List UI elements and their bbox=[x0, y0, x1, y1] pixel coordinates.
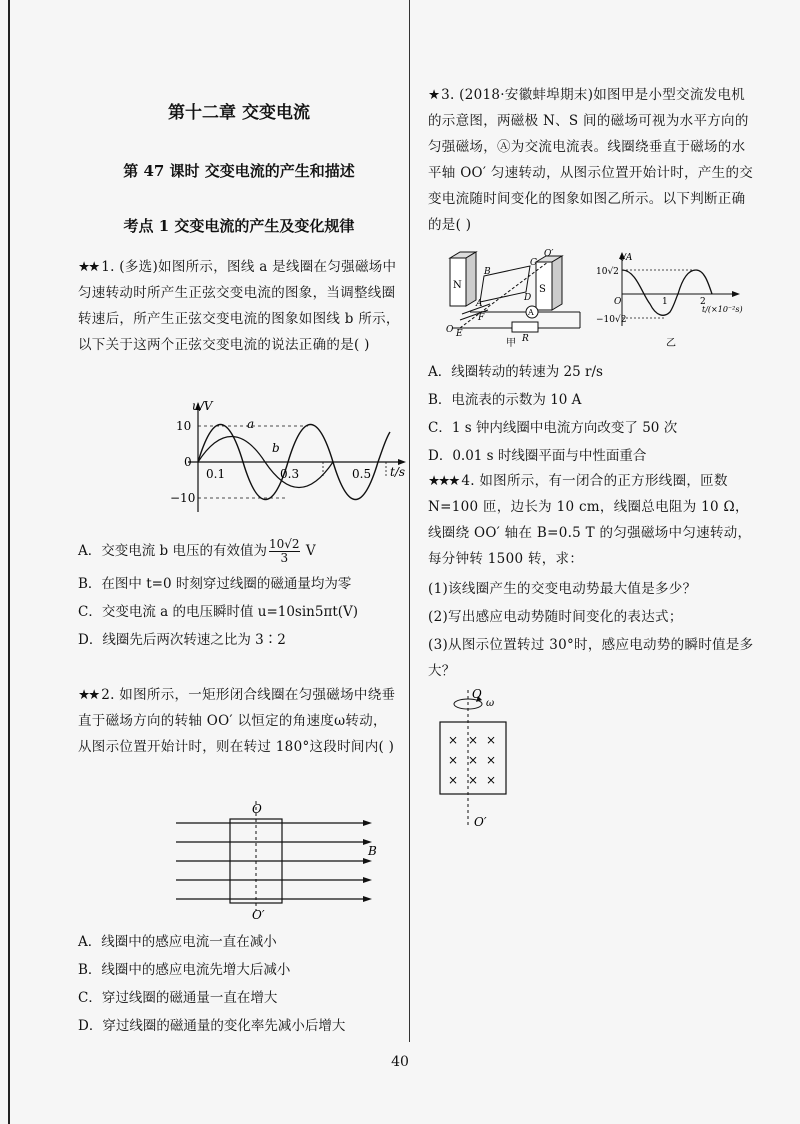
axis-o-label: O bbox=[446, 325, 454, 335]
question-2-text: 2. 如图所示，一矩形闭合线圈在匀强磁场中绕垂直于磁场方向的转轴 OO′ 以恒定的角速度ω转动，从图示位置开始计时，则在转过 180°这段时间内( ) bbox=[78, 687, 396, 755]
difficulty-stars: ★★★ bbox=[428, 473, 459, 489]
x-tick-1: 1 bbox=[662, 297, 668, 307]
generator-figure bbox=[440, 248, 590, 348]
difficulty-stars: ★ bbox=[428, 87, 439, 103]
q4-sub-1: (1)该线圈产生的交变电动势最大值是多少？ bbox=[428, 581, 697, 597]
point-e-label: E bbox=[456, 329, 463, 339]
q2-option-b[interactable]: B．线圈中的感应电流先增大后减小 bbox=[78, 962, 291, 978]
axis-top-label: O bbox=[472, 687, 482, 701]
section-title: 考点 1 交变电流的产生及变化规律 bbox=[123, 217, 355, 235]
difficulty-stars: ★★ bbox=[78, 687, 99, 703]
chapter-title: 第十二章 交变电流 bbox=[168, 103, 310, 123]
curve-b-label: b bbox=[272, 441, 280, 455]
question-3-text: 3. (2018·安徽蚌埠期末)如图甲是小型交流发电机的示意图，两磁极 N、S 间的磁场可视为水平方向的匀强磁场，Ⓐ为交流电流表。线圈绕垂直于磁场的水平轴 OO′ 匀速转动，从图示位置开始计时，产生的交变电流随时间变化的图象如图乙所示。以下判断正确的是( ) bbox=[428, 87, 754, 233]
x-tick-2: 0.3 bbox=[280, 467, 300, 481]
magnet-n-label: N bbox=[453, 280, 462, 291]
y-tick-bottom: −10√2 bbox=[596, 315, 627, 325]
point-a-label: A bbox=[476, 299, 483, 309]
q4-sub-3: (3)从图示位置转过 30°时，感应电动势的瞬时值是多大？ bbox=[428, 637, 754, 679]
square-coil-figure bbox=[434, 686, 554, 831]
x-tick-2: 2 bbox=[700, 297, 706, 307]
figure-caption-jia: 甲 bbox=[506, 338, 516, 348]
q2-option-c[interactable]: C．穿过线圈的磁通量一直在增大 bbox=[78, 990, 278, 1006]
field-crosses bbox=[448, 733, 496, 787]
page-number: 40 bbox=[391, 1054, 409, 1070]
question-4-text: 4. 如图所示，有一闭合的正方形线圈，匝数 N=100 匝，边长为 10 cm，线圈总电阻为 10 Ω，线圈绕 OO′ 轴在 B=0.5 T 的匀强磁场中匀速转动，每分钟转 1500 转，求： bbox=[428, 473, 752, 567]
point-c-label: C bbox=[530, 258, 537, 268]
question-1 bbox=[78, 254, 400, 358]
q3-option-a[interactable]: A．线圈转动的转速为 25 r/s bbox=[428, 364, 603, 380]
column-divider bbox=[409, 0, 410, 1042]
svg-text:×: × bbox=[468, 773, 479, 787]
svg-text:×: × bbox=[486, 733, 497, 747]
resistor-label: R bbox=[522, 334, 529, 344]
rotating-coil-figure bbox=[168, 795, 408, 920]
q2-option-d[interactable]: D．穿过线圈的磁通量的变化率先减小后增大 bbox=[78, 1018, 346, 1034]
q4-sub-2: (2)写出感应电动势随时间变化的表达式； bbox=[428, 609, 683, 625]
q1-option-a[interactable]: A．交变电流 b 电压的有效值为 $\frac{10√2}{3}$ V bbox=[78, 537, 316, 565]
y-axis-label: i/A bbox=[620, 253, 633, 263]
axis-bottom-label: O′ bbox=[252, 908, 265, 920]
origin-label: O bbox=[614, 297, 622, 307]
q3-option-d[interactable]: D．0.01 s 时线圈平面与中性面重合 bbox=[428, 448, 647, 464]
ammeter-label: A bbox=[528, 308, 534, 317]
svg-text:×: × bbox=[486, 753, 497, 767]
y-tick-top: 10√2 bbox=[596, 267, 619, 277]
magnet-s-label: S bbox=[539, 284, 546, 295]
svg-text:×: × bbox=[448, 753, 459, 767]
fraction-numerator: 10√2 bbox=[268, 537, 300, 551]
x-axis-label: t/(×10⁻²s) bbox=[702, 305, 743, 314]
q2-option-a[interactable]: A．线圈中的感应电流一直在减小 bbox=[78, 934, 277, 950]
x-tick-3: 0.5 bbox=[352, 467, 372, 481]
point-b-label: B bbox=[484, 267, 491, 277]
page-edge bbox=[8, 0, 10, 1124]
svg-text:×: × bbox=[468, 733, 479, 747]
question-1-text: 1. (多选)如图所示，图线 a 是线圈在匀强磁场中匀速转动时所产生正弦交变电流的图象，当调整线圈转速后，所产生正弦交变电流的图象如图线 b 所示，以下关于这两个正弦交变电流的说法正确的是( ) bbox=[78, 259, 400, 353]
svg-text:×: × bbox=[448, 773, 459, 787]
q1-option-d[interactable]: D．线圈先后两次转速之比为 3∶2 bbox=[78, 632, 286, 648]
axis-bottom-label: O′ bbox=[474, 815, 487, 829]
y-tick-zero: 0 bbox=[184, 455, 192, 469]
curve-a-label: a bbox=[247, 417, 255, 431]
fraction-denominator: 3 bbox=[280, 551, 289, 565]
q3-option-b[interactable]: B．电流表的示数为 10 A bbox=[428, 392, 582, 408]
question-4 bbox=[428, 468, 758, 572]
figure-caption-yi: 乙 bbox=[666, 338, 676, 349]
omega-label: ω bbox=[486, 698, 495, 709]
voltage-time-graph bbox=[168, 398, 408, 518]
q1-option-b[interactable]: B．在图中 t=0 时刻穿过线圈的磁通量均为零 bbox=[78, 576, 352, 592]
y-axis-label: u/V bbox=[192, 399, 213, 413]
difficulty-stars: ★★ bbox=[78, 259, 99, 275]
y-tick-bottom: −10 bbox=[170, 491, 196, 505]
question-3 bbox=[428, 82, 758, 238]
question-2 bbox=[78, 682, 400, 760]
current-time-graph bbox=[596, 250, 746, 350]
svg-text:×: × bbox=[448, 733, 459, 747]
point-f-label: F bbox=[478, 313, 485, 323]
point-d-label: D bbox=[524, 293, 532, 303]
x-axis-label: t/s bbox=[390, 465, 406, 479]
field-label: B bbox=[368, 844, 377, 858]
x-tick-1: 0.1 bbox=[206, 467, 226, 481]
q1-option-c[interactable]: C．交变电流 a 的电压瞬时值 u=10sin5πt(V) bbox=[78, 604, 359, 620]
svg-text:×: × bbox=[486, 773, 497, 787]
axis-top-label: O bbox=[252, 802, 262, 816]
y-tick-top: 10 bbox=[176, 419, 192, 433]
svg-text:×: × bbox=[468, 753, 479, 767]
axis-o-prime-label: O′ bbox=[544, 249, 554, 259]
q3-option-c[interactable]: C．1 s 钟内线圈中电流方向改变了 50 次 bbox=[428, 420, 678, 436]
current-curve bbox=[622, 270, 712, 315]
lesson-title: 第 47 课时 交变电流的产生和描述 bbox=[123, 162, 355, 180]
